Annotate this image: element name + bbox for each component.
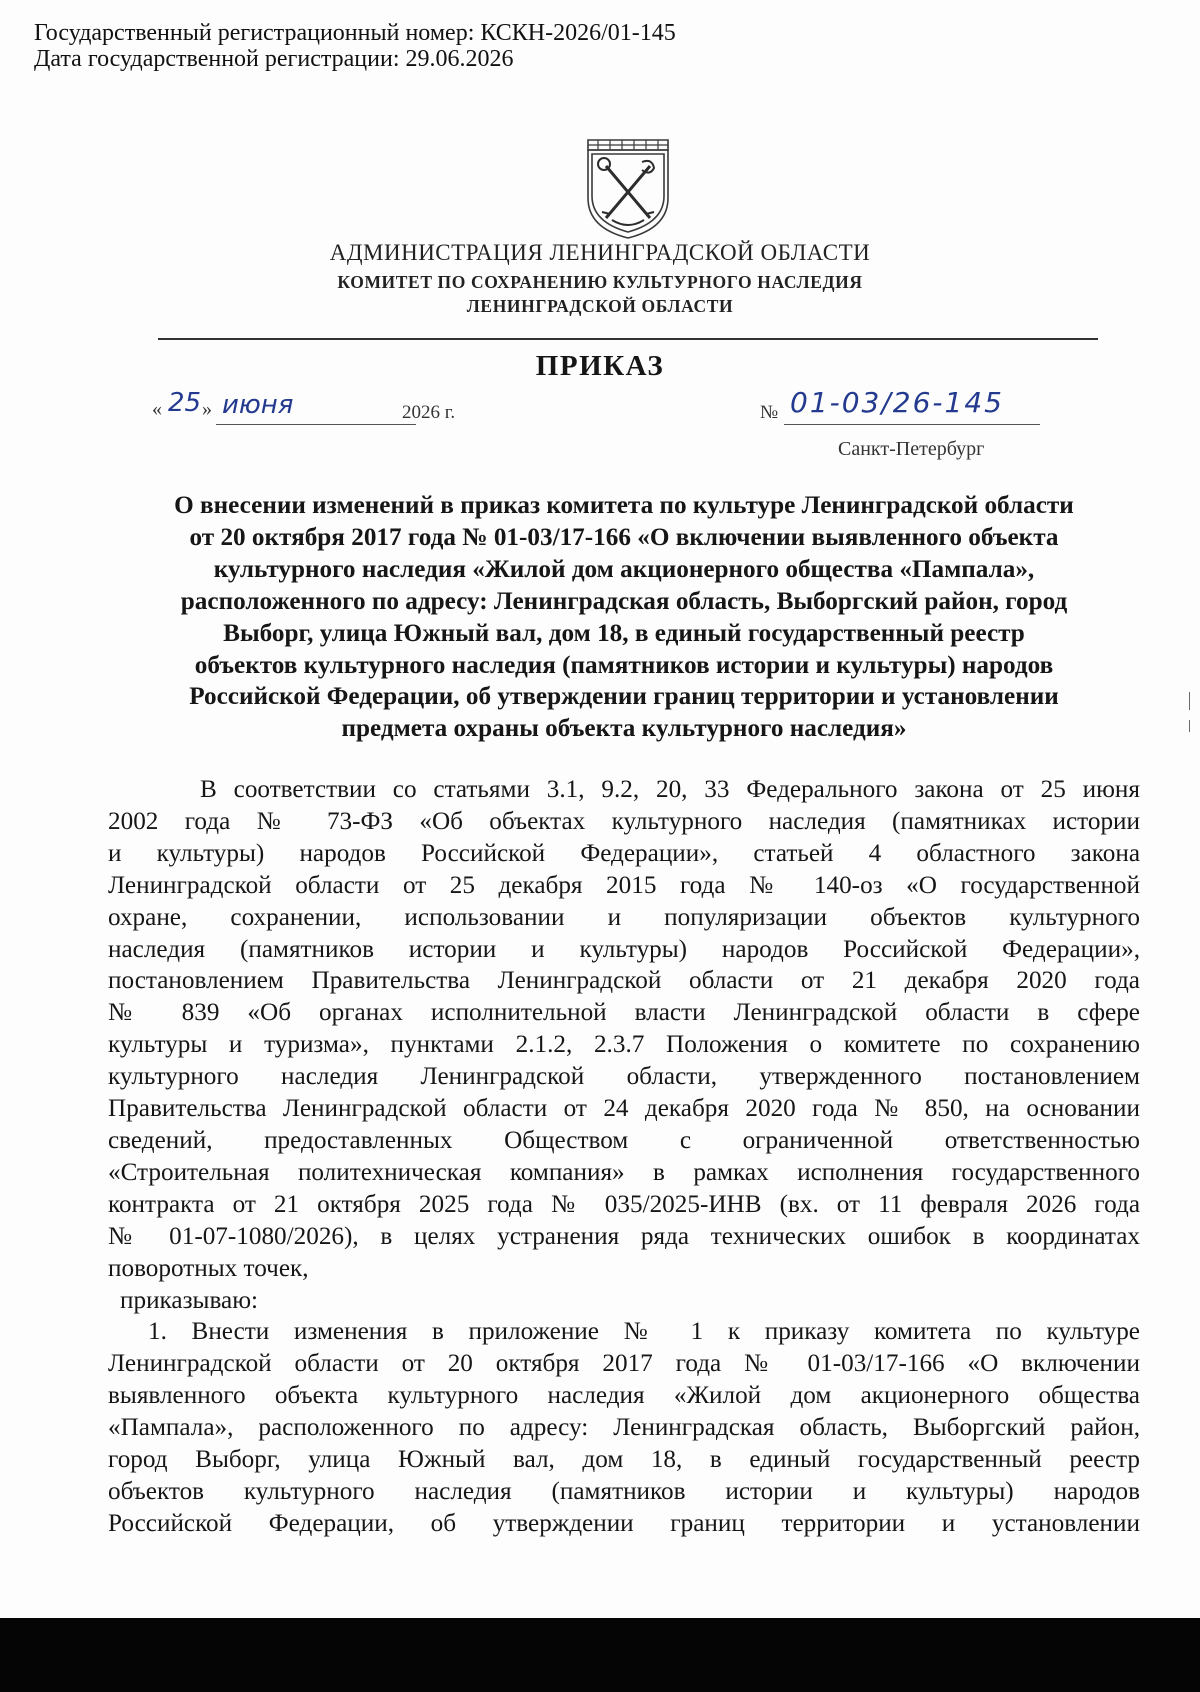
- title-line: культурного наследия «Жилой дом акционерного общества «Пампала»,: [213, 555, 1035, 583]
- registration-number: Государственный регистрационный номер: КСКН-2026/01-145: [34, 20, 676, 46]
- city: Санкт-Петербург: [838, 438, 985, 460]
- document-type: ПРИКАЗ: [535, 350, 665, 382]
- title-line: О внесении изменений в приказ комитета по культуре Ленинградской области: [174, 492, 1074, 519]
- coat-of-arms-icon: [584, 136, 672, 240]
- body-line: «Пампала», расположенного по адресу: Ленинградская область, Выборгский район,: [108, 1414, 1140, 1442]
- body-line: наследия (памятников истории и культуры) народов Российской Федерации»,: [108, 935, 1140, 963]
- body-line: 2002 года № 73-ФЗ «Об объектах культурного наследия (памятниках истории: [108, 807, 1140, 835]
- body-line: постановлением Правительства Ленинградской области от 21 декабря 2020 года: [108, 967, 1140, 995]
- handwritten-order-number: 01-03/26-145: [790, 386, 1004, 419]
- title-line: расположенного по адресу: Ленинградская область, Выборгский район, город: [180, 587, 1068, 615]
- body-line: культурного наследия Ленинградской области, утвержденного постановлением: [108, 1063, 1140, 1091]
- title-line: Выборг, улица Южный вал, дом 18, в единый государственный реестр: [223, 619, 1025, 647]
- body-line: и культуры) народов Российской Федерации», статьей 4 областного закона: [108, 839, 1140, 867]
- org-name-line1: АДМИНИСТРАЦИЯ ЛЕНИНГРАДСКОЙ ОБЛАСТИ: [329, 240, 871, 265]
- date-quote-close: »: [202, 398, 212, 420]
- date-year: 2026 г.: [402, 402, 456, 423]
- date-quote-open: «: [152, 398, 162, 420]
- header-divider: [158, 338, 1098, 340]
- handwritten-day: 25: [168, 388, 202, 418]
- date-number-row: [152, 386, 1076, 430]
- body-line: объектов культурного наследия (памятников истории и культуры) народов: [108, 1477, 1140, 1505]
- body-line: В соответствии со статьями 3.1, 9.2, 20, 33 Федерального закона от 25 июня: [200, 776, 1140, 803]
- margin-mark: [1189, 692, 1196, 710]
- registration-date: Дата государственной регистрации: 29.06.2026: [34, 46, 514, 72]
- title-line: от 20 октября 2017 года № 01-03/17-166 «О включении выявленного объекта: [189, 523, 1059, 551]
- body-line: выявленного объекта культурного наследия «Жилой дом акционерного общества: [108, 1382, 1140, 1410]
- order-title: [108, 490, 1140, 745]
- number-underline: [784, 424, 1040, 425]
- scan-bottom-edge: [0, 1618, 1200, 1692]
- title-line: объектов культурного наследия (памятников истории и культуры) народов: [194, 651, 1054, 679]
- body-line: № 01-07-1080/2026), в целях устранения ряда технических ошибок в координатах: [108, 1222, 1140, 1250]
- body-line: Ленинградской области от 25 декабря 2015 года № 140-оз «О государственной: [108, 871, 1140, 899]
- body-line: «Строительная политехническая компания» в рамках исполнения государственного: [108, 1158, 1140, 1186]
- body-line: Российской Федерации, об утверждении границ территории и установлении: [108, 1509, 1140, 1537]
- body-line: культуры и туризма», пунктами 2.1.2, 2.3.7 Положения о комитете по сохранению: [108, 1031, 1140, 1059]
- body-line: город Выборг, улица Южный вал, дом 18, в единый государственный реестр: [108, 1446, 1140, 1474]
- body-line: сведений, предоставленных Обществом с ограниченной ответственностью: [108, 1126, 1140, 1154]
- body-line: охране, сохранении, использовании и популяризации объектов культурного: [108, 903, 1140, 931]
- handwritten-month: июня: [222, 390, 294, 420]
- month-underline: [216, 424, 416, 425]
- body-line: поворотных точек,: [108, 1254, 309, 1282]
- org-name-line2: КОМИТЕТ ПО СОХРАНЕНИЮ КУЛЬТУРНОГО НАСЛЕДИЯ: [337, 272, 863, 292]
- body-line: контракта от 21 октября 2025 года № 035/2025-ИНВ (вх. от 11 февраля 2026 года: [108, 1190, 1140, 1218]
- body-line: 1. Внести изменения в приложение № 1 к приказу комитета по культуре: [148, 1318, 1140, 1346]
- number-prefix: №: [760, 402, 779, 423]
- title-line: Российской Федерации, об утверждении границ территории и установлении: [189, 683, 1059, 711]
- margin-mark: [1189, 720, 1196, 732]
- body-line: № 839 «Об органах исполнительной власти Ленинградской области в сфере: [108, 999, 1140, 1027]
- body-line: Правительства Ленинградской области от 24 декабря 2020 года № 850, на основании: [108, 1095, 1140, 1123]
- body-line: Ленинградской области от 20 октября 2017 года № 01-03/17-166 «О включении: [108, 1350, 1140, 1378]
- order-verb: приказываю:: [120, 1286, 259, 1314]
- title-line: предмета охраны объекта культурного наследия»: [341, 715, 907, 743]
- order-body: [108, 774, 1140, 1540]
- org-name-line3: ЛЕНИНГРАДСКОЙ ОБЛАСТИ: [466, 296, 734, 316]
